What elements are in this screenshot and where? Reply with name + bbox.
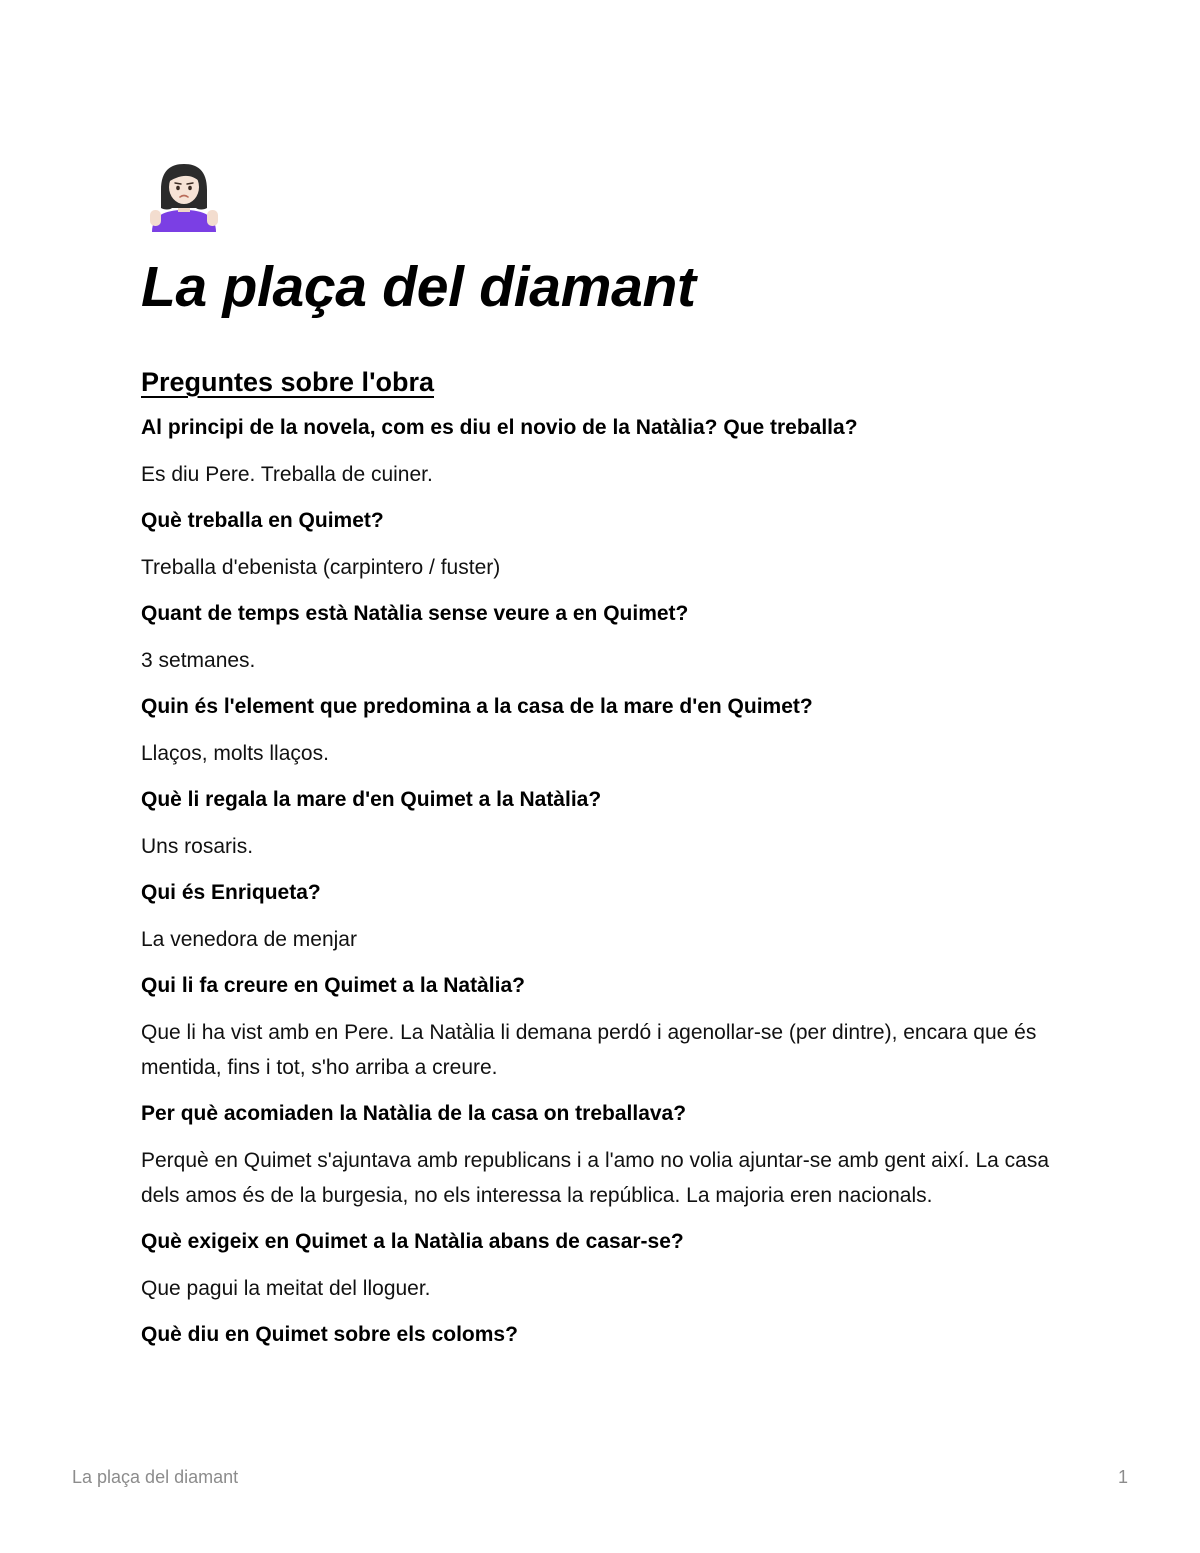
answer-9: Que pagui la meitat del lloguer. [141,1277,431,1300]
footer-title: La plaça del diamant [72,1467,239,1487]
answer-4: Llaços, molts llaços. [141,742,329,765]
question-answer-list [141,410,1071,1364]
question-5: Què li regala la mare d'en Quimet a la Natàlia? [141,788,602,811]
woman-shrugging-icon [146,160,222,236]
question-2: Què treballa en Quimet? [141,509,384,532]
page-title: La plaça del diamant [141,255,696,319]
question-9: Què exigeix en Quimet a la Natàlia abans de casar-se? [141,1230,684,1253]
answer-7: Que li ha vist amb en Pere. La Natàlia li demana perdó i agenollar-se (per dintre), encara que és mentida, fins i tot, s'ho arriba a creure. [141,1021,1037,1079]
answer-2: Treballa d'ebenista (carpintero / fuster) [141,556,501,579]
question-4: Quin és l'element que predomina a la casa de la mare d'en Quimet? [141,695,813,718]
section-heading: Preguntes sobre l'obra [141,367,434,397]
question-3: Quant de temps està Natàlia sense veure a en Quimet? [141,602,689,625]
page-number: 1 [1117,1467,1128,1487]
answer-3: 3 setmanes. [141,649,256,672]
question-6: Qui és Enriqueta? [141,881,321,904]
answer-5: Uns rosaris. [141,835,254,858]
question-1: Al principi de la novela, com es diu el novio de la Natàlia? Que treballa? [141,416,858,439]
answer-1: Es diu Pere. Treballa de cuiner. [141,463,433,486]
question-7: Qui li fa creure en Quimet a la Natàlia? [141,974,525,997]
answer-6: La venedora de menjar [141,928,357,951]
answer-8: Perquè en Quimet s'ajuntava amb republicans i a l'amo no volia ajuntar-se amb gent així. La casa dels amos és de la burgesia, no els interessa la república. La majoria eren nacionals. [141,1149,1050,1207]
question-8: Per què acomiaden la Natàlia de la casa on treballava? [141,1102,687,1125]
question-10: Què diu en Quimet sobre els coloms? [141,1323,518,1346]
